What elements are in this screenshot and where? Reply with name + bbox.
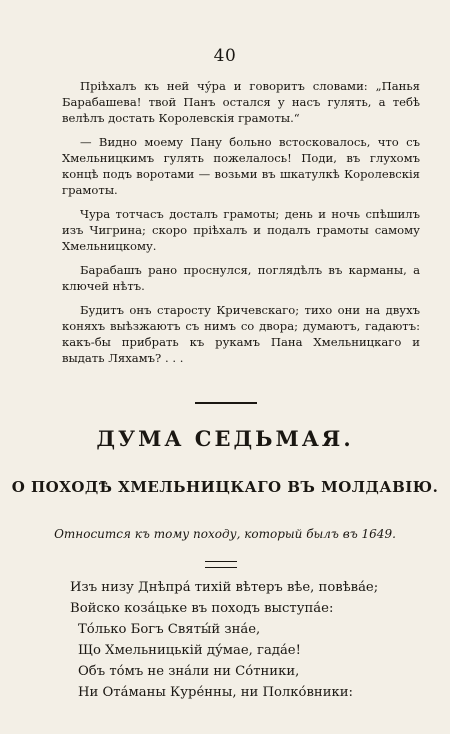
- verse-block: [70, 577, 440, 703]
- verse-line: Що Хмельницькій ду́мае, гада́е!: [78, 643, 301, 658]
- double-divider: [205, 561, 237, 568]
- verse-line: Ни Ота́маны Куре́нны, ни Полко́вники:: [78, 685, 353, 700]
- paragraph: Пріѣхалъ къ ней чу́ра и говоритъ словами: „Панья Барабашева! твой Панъ остался у насъ гулять, а тебѣ велѣлъ достать Королевскія грамоты.“: [62, 79, 420, 125]
- verse-line: Объ то́мъ не зна́ли ни Со́тники,: [78, 664, 300, 679]
- verse-line: Войско коза́цьке въ походъ выступа́е:: [70, 601, 334, 616]
- paragraph: Барабашъ рано проснулся, поглядѣлъ въ карманы, а ключей нѣтъ.: [62, 263, 420, 293]
- prose-body: [62, 78, 420, 374]
- verse-line: Изъ низу Днѣпра́ тихій вѣтеръ вѣе, повѣва́е;: [70, 580, 379, 595]
- paragraph: Чура тотчасъ досталъ грамоты; день и ночь спѣшилъ изъ Чигрина; скоро пріѣхалъ и подалъ грамоты самому Хмельницкому.: [62, 207, 420, 253]
- section-divider: [195, 402, 257, 404]
- chapter-title: ДУМА СЕДЬМАЯ.: [96, 426, 354, 451]
- paragraph: Будитъ онъ старосту Кричевскаго; тихо они на двухъ коняхъ выѣзжаютъ съ нимъ со двора; думаютъ, гадаютъ: какъ-бы прибрать къ рукамъ Пана Хмельницкаго и выдать Ляхамъ? . . .: [62, 303, 420, 365]
- chapter-subtitle: О ПОХОДѢ ХМЕЛЬНИЦКАГО ВЪ МОЛДАВІЮ.: [11, 478, 439, 496]
- chapter-note: Относится къ тому походу, который былъ въ 1649.: [54, 527, 396, 541]
- verse-line: То́лько Богъ Святы́й зна́е,: [78, 622, 261, 637]
- paragraph: — Видно моему Пану больно встосковалось, что съ Хмельницкимъ гулять пожелалось! Поди, въ глухомъ концѣ подъ воротами — возьми въ шкатулкѣ Королевскія грамоты.: [62, 135, 420, 197]
- page-number: 40: [213, 46, 237, 66]
